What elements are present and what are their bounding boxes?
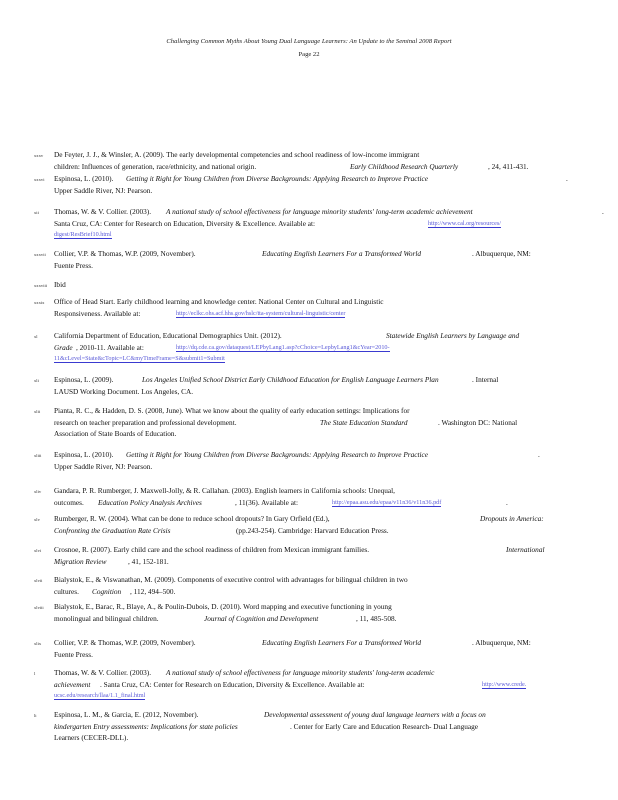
reference-line <box>54 485 574 497</box>
reference-line <box>54 513 574 525</box>
reference-line <box>54 405 574 417</box>
reference-line <box>54 417 574 429</box>
reference-entry <box>54 601 574 624</box>
reference-text: , 24, 411-431. <box>488 161 529 171</box>
reference-line <box>54 308 574 320</box>
reference-text: Pianta, R. C., & Hadden, D. S. (2008, June). What we know about the quality of early education settings: Implications for <box>54 406 410 415</box>
link-underline <box>428 227 501 228</box>
reference-line <box>54 586 574 598</box>
reference-text: Espinosa, L. (2010). <box>54 450 114 459</box>
reference-entry <box>54 374 574 397</box>
reference-entry <box>54 296 574 319</box>
reference-text: Espinosa, L. (2010). <box>54 174 114 183</box>
reference-link[interactable]: http://eclkc.ohs.acf.hhs.gov/hslc/tta-system/cultural-linguistic/center <box>176 309 346 317</box>
reference-text: Association of State Boards of Education. <box>54 429 177 439</box>
reference-line <box>54 497 574 509</box>
reference-entry <box>54 405 574 440</box>
reference-text: . <box>506 497 508 507</box>
reference-line <box>54 449 574 461</box>
reference-line <box>54 613 574 625</box>
link-underline <box>482 688 526 689</box>
reference-line <box>54 461 574 473</box>
endnote-number: xl <box>34 334 38 339</box>
reference-line <box>54 428 574 440</box>
reference-text: Espinosa, L. M., & Garcia, E. (2012, November). <box>54 710 199 719</box>
reference-entry <box>54 485 574 508</box>
endnote-number: xlv <box>34 517 40 522</box>
reference-source-title: Dropouts in America: <box>480 514 544 523</box>
reference-text: outcomes. <box>54 497 84 507</box>
reference-text: Upper Saddle River, NJ: Pearson. <box>54 461 153 471</box>
link-underline <box>54 699 145 700</box>
reference-source-title: Migration Review <box>54 556 107 566</box>
endnote-number: xlvii <box>34 578 43 583</box>
endnote-number: l <box>34 671 36 676</box>
link-underline <box>332 506 441 507</box>
reference-entry <box>54 248 574 271</box>
reference-line <box>54 667 574 679</box>
reference-entry <box>54 637 574 660</box>
reference-line <box>54 556 574 568</box>
reference-line <box>54 679 574 691</box>
reference-text: Fuente Press. <box>54 649 93 659</box>
reference-line <box>54 601 574 613</box>
reference-line <box>54 173 574 185</box>
reference-line <box>54 690 574 702</box>
endnote-number: xxxix <box>34 300 45 305</box>
reference-text: , 11(36). Available at: <box>235 497 299 507</box>
reference-text: Thomas, W. & V. Collier. (2003). <box>54 207 152 216</box>
reference-text: . Santa Cruz, CA: Center for Research on Education, Diversity & Excellence. Available at: <box>100 679 365 689</box>
reference-text: Office of Head Start. Early childhood learning and knowledge center. National Center on Cultural and Linguistic <box>54 297 384 306</box>
reference-link[interactable]: http://dq.cde.ca.gov/dataquest/LEPbyLang1.asp?cChoice=LepbyLang1&cYear=2010- <box>176 343 390 351</box>
endnote-number: xliii <box>34 453 42 458</box>
reference-text: , 2010-11. Available at: <box>76 342 144 352</box>
reference-link[interactable]: ucsc.edu/research/llaa/1.1_final.html <box>54 692 146 700</box>
reference-text: LAUSD Working Document. Los Angeles, CA. <box>54 386 194 396</box>
reference-entry <box>54 544 574 567</box>
endnote-number: xlviii <box>34 605 44 610</box>
reference-text: , 41, 152-181. <box>128 556 169 566</box>
reference-line <box>54 386 574 398</box>
endnote-number: xlii <box>34 409 41 414</box>
reference-line <box>54 374 574 386</box>
reference-text: . Washington DC: National <box>438 417 518 427</box>
reference-line <box>54 342 574 354</box>
endnote-number: xliv <box>34 489 42 494</box>
reference-link[interactable]: digest/ResBrief10.html <box>54 231 112 239</box>
reference-text: Fuente Press. <box>54 260 93 270</box>
reference-line <box>54 229 574 241</box>
reference-line <box>54 296 574 308</box>
reference-text: Bialystok, E., & Viswanathan, M. (2009). Components of executive control with advantages for bilingual children in two <box>54 575 408 584</box>
reference-source-title: Educating English Learners For a Transformed World <box>262 249 422 258</box>
reference-link[interactable]: http://epaa.asu.edu/epaa/v11n36/v11n36.pdf <box>332 498 442 506</box>
endnote-number: xxxviii <box>34 283 48 288</box>
reference-line <box>54 353 574 365</box>
reference-entry <box>54 149 574 172</box>
reference-entry <box>54 513 574 536</box>
reference-text: . Internal <box>472 375 499 384</box>
reference-text: . Center for Early Care and Education Research- Dual Language <box>290 721 479 731</box>
reference-line <box>54 161 574 173</box>
reference-text: monolingual and bilingual children. <box>54 613 159 623</box>
reference-entry <box>54 279 574 291</box>
reference-line <box>54 525 574 537</box>
reference-source-title: A national study of school effectiveness for language minority students' long-term academic <box>166 668 435 677</box>
reference-text: . Albuquerque, NM: <box>472 638 531 647</box>
reference-entry <box>54 330 574 365</box>
reference-source-title: Getting it Right for Young Children from Diverse Backgrounds: Applying Research to Improve Practice <box>126 174 429 183</box>
reference-source-title: Education Policy Analysis Archives <box>98 497 202 507</box>
reference-text: Gandara, P. R. Rumberger, J. Maxwell-Jolly, & R. Callahan. (2003). English learners in California schools: Unequal, <box>54 486 395 495</box>
reference-source-title: Getting it Right for Young Children from Diverse Backgrounds: Applying Research to Improve Practice <box>126 450 429 459</box>
reference-line <box>54 279 574 291</box>
reference-source-title: achievement <box>54 679 91 689</box>
reference-line <box>54 206 604 218</box>
reference-line <box>54 721 574 733</box>
reference-source-title: Journal of Cognition and Development <box>204 613 319 623</box>
reference-source-title: Cognition <box>92 586 122 596</box>
reference-entry <box>54 206 604 241</box>
reference-text: Santa Cruz, CA: Center for Research on Education, Diversity & Excellence. Available at: <box>54 218 316 228</box>
reference-line <box>54 709 574 721</box>
reference-line <box>54 649 574 661</box>
reference-source-title: Grade <box>54 342 73 352</box>
page-number: Page 22 <box>298 51 320 58</box>
reference-line <box>54 149 574 161</box>
endnote-number: xlix <box>34 641 42 646</box>
reference-entry <box>54 173 574 196</box>
reference-line <box>54 248 574 260</box>
reference-line <box>54 574 574 586</box>
link-underline <box>54 238 112 239</box>
endnote-number: li <box>34 713 37 718</box>
reference-text: Rumberger, R. W. (2004). What can be done to reduce school dropouts? In Gary Orfield (Ed.), <box>54 514 330 523</box>
reference-entry <box>54 449 574 472</box>
reference-source-title: kindergarten Entry assessments: Implications for state policies <box>54 721 238 731</box>
endnote-number: xxxv <box>34 153 44 158</box>
reference-source-title: Educating English Learners For a Transformed World <box>262 638 422 647</box>
reference-link[interactable]: http://www.cal.org/resources/ <box>428 219 502 227</box>
endnote-number: xii <box>34 210 39 215</box>
reference-text: . <box>602 207 604 216</box>
reference-line <box>54 544 574 556</box>
reference-source-title: Early Childhood Research Quarterly <box>350 161 459 171</box>
reference-text: Upper Saddle River, NJ: Pearson. <box>54 185 153 195</box>
reference-text: Bialystok, E., Barac, R., Blaye, A., & Poulin-Dubois, D. (2010). Word mapping and executive functioning in young <box>54 602 392 611</box>
endnote-number: xxxvii <box>34 252 46 257</box>
reference-text: Collier, V.P. & Thomas, W.P. (2009, November). <box>54 638 196 647</box>
reference-text: research on teacher preparation and professional development. <box>54 417 237 427</box>
reference-text: , 112, 494–500. <box>130 586 176 596</box>
reference-entry <box>54 574 574 597</box>
endnote-number: xxxvi <box>34 177 45 182</box>
reference-text: California Department of Education, Educational Demographics Unit. (2012). <box>54 331 282 340</box>
reference-text: (pp.243-254). Cambridge: Harvard Education Press. <box>236 525 389 535</box>
reference-line <box>54 218 574 230</box>
reference-line <box>54 330 574 342</box>
reference-source-title: A national study of school effectiveness for language minority students' long-term academic achievement <box>166 207 473 216</box>
reference-text: De Feyter, J. J., & Winsler, A. (2009). The early developmental competencies and school readiness of low-income immigrant <box>54 150 420 159</box>
reference-source-title: Los Angeles Unified School District Early Childhood Education for English Language Learners Plan <box>142 375 439 384</box>
reference-source-title: Statewide English Learners by Language and <box>386 331 520 340</box>
reference-source-title: The State Education Standard <box>320 417 408 427</box>
link-underline <box>176 351 390 352</box>
link-underline <box>54 362 225 363</box>
reference-text: Responsiveness. Available at: <box>54 308 141 318</box>
reference-text: . <box>538 450 540 459</box>
reference-line <box>54 260 574 272</box>
reference-source-title: Developmental assessment of young dual language learners with a focus on <box>264 710 486 719</box>
reference-text: Learners (CECER-DLL). <box>54 733 129 743</box>
reference-line <box>54 185 574 197</box>
reference-line <box>54 637 574 649</box>
reference-text: Crosnoe, R. (2007). Early child care and the school readiness of children from Mexican immigrant families. <box>54 545 370 554</box>
reference-text: Thomas, W. & V. Collier. (2003). <box>54 668 152 677</box>
link-underline <box>176 317 345 318</box>
reference-text: Collier, V.P. & Thomas, W.P. (2009, November). <box>54 249 196 258</box>
reference-line <box>54 732 574 744</box>
running-header-title: Challenging Common Myths About Young Dual Language Learners: An Update to the Seminal 2008 Report <box>166 38 452 45</box>
reference-source-title: International <box>506 545 545 554</box>
endnote-number: xli <box>34 378 39 383</box>
reference-text: children: Influences of generation, race/ethnicity, and national origin. <box>54 161 257 171</box>
reference-text: . Albuquerque, NM: <box>472 249 531 258</box>
reference-text: cultures. <box>54 586 79 596</box>
reference-text: Ibid <box>54 280 66 289</box>
reference-text: . <box>566 174 568 183</box>
reference-text: Espinosa, L. (2009). <box>54 375 114 384</box>
reference-source-title: Confronting the Graduation Rate Crisis <box>54 525 171 535</box>
reference-link[interactable]: 11&cLevel=State&cTopic=LC&myTimeFrame=S&submit1=Submit <box>54 355 225 363</box>
reference-link[interactable]: http://www.crede. <box>482 680 527 688</box>
reference-entry <box>54 667 574 702</box>
reference-entry <box>54 709 574 744</box>
endnote-number: xlvi <box>34 548 42 553</box>
reference-text: , 11, 485-508. <box>356 613 397 623</box>
